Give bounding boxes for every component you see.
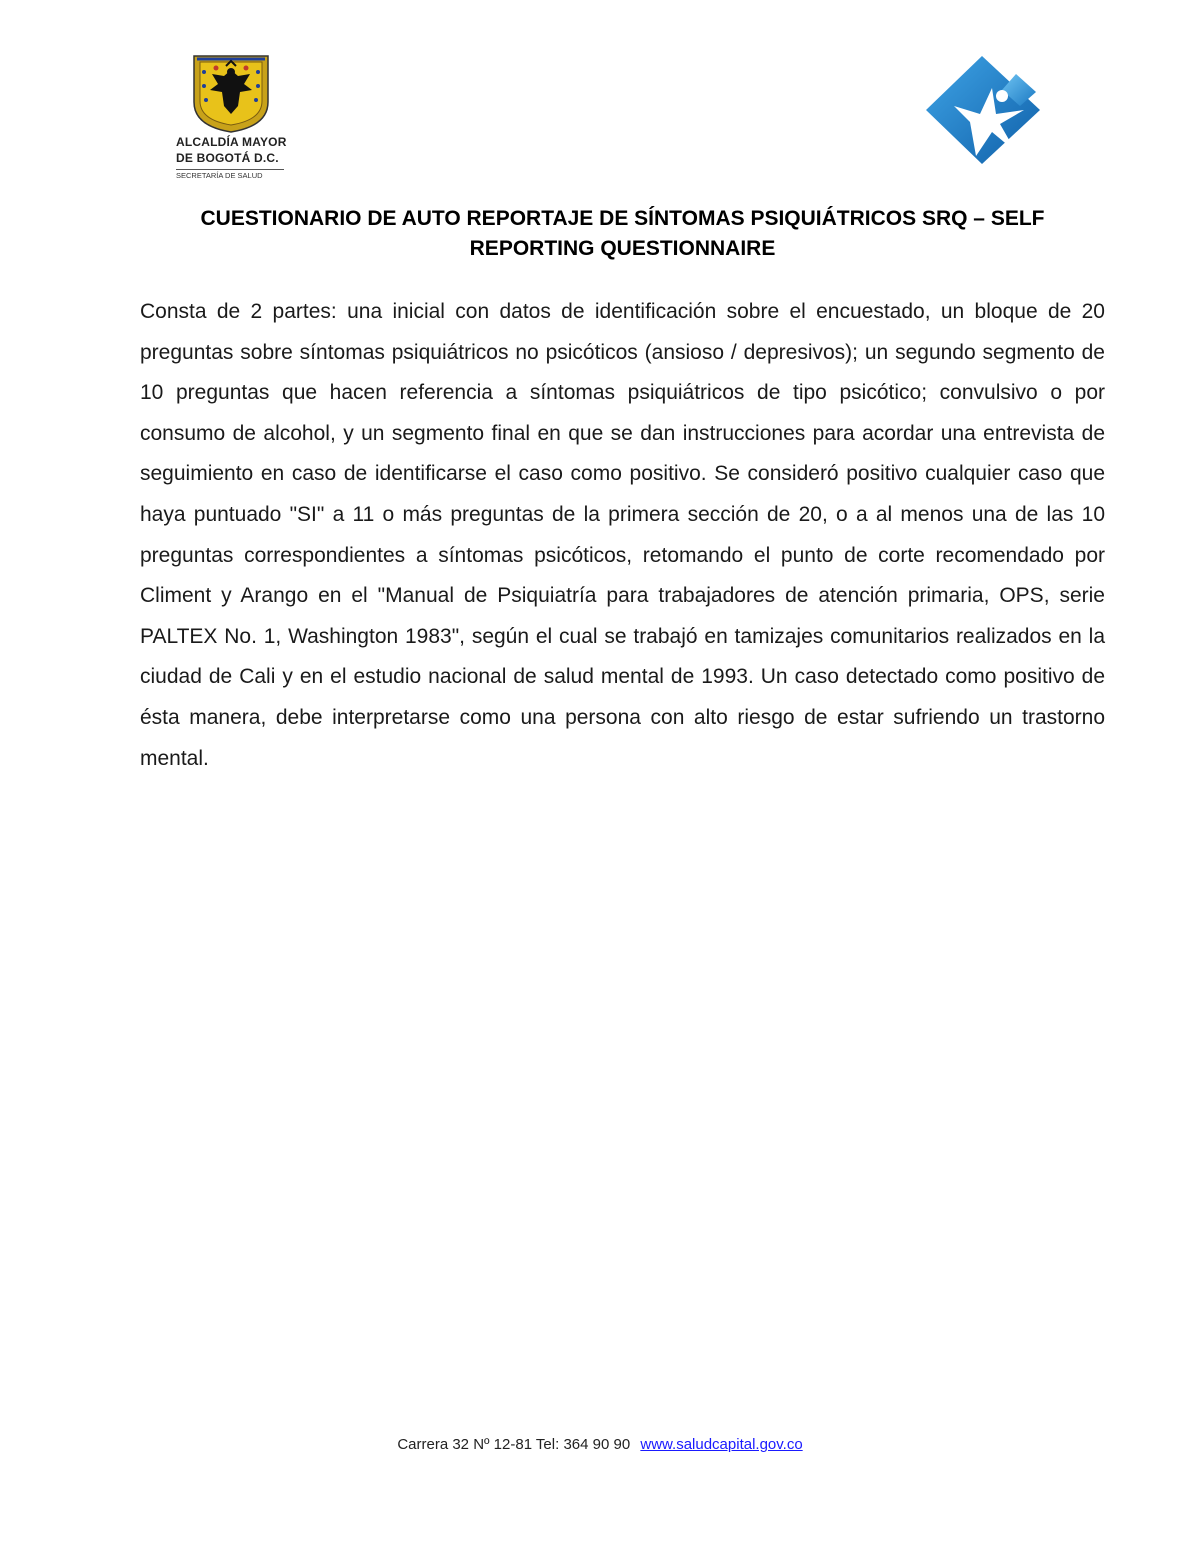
footer-website-link[interactable]: www.saludcapital.gov.co	[640, 1436, 803, 1453]
bogota-coat-of-arms-icon	[168, 52, 298, 134]
health-star-diamond-logo-icon	[920, 52, 1050, 178]
body-paragraph: Consta de 2 partes: una inicial con datos de identificación sobre el encuestado, un bloque de 20 preguntas sobre síntomas psiquiátricos no psicóticos (ansioso / depresivos); un segundo segmento de 10 preguntas que hacen referencia a síntomas psiquiátricos de tipo psicótico; convulsivo o por consumo de alcohol, y un segmento final en que se dan instrucciones para acordar una entrevista de seguimiento en caso de identificarse el caso como positivo. Se consideró positivo cualquier caso que haya puntuado "SI" a 11 o más preguntas de la primera sección de 20, o a al menos una de las 10 preguntas correspondientes a síntomas psicóticos, retomando el punto de corte recomendado por Climent y Arango en el "Manual de Psiquiatría para trabajadores de atención primaria, OPS, serie PALTEX No. 1, Washington 1983", según el cual se trabajó en tamizajes comunitarios realizados en la ciudad de Cali y en el estudio nacional de salud mental de 1993. Un caso detectado como positivo de ésta manera, debe interpretarse como una persona con alto riesgo de estar sufriendo un trastorno mental.	[140, 300, 1105, 770]
health-logo	[920, 52, 1050, 178]
footer-address: Carrera 32 Nº 12-81 Tel: 364 90 90	[397, 1436, 631, 1453]
org-subtitle: SECRETARÍA DE SALUD	[176, 169, 284, 180]
bogota-logo	[168, 52, 298, 184]
org-name-line1: ALCALDÍA MAYOR	[176, 135, 287, 149]
page-footer	[0, 1436, 1200, 1453]
document-title: CUESTIONARIO DE AUTO REPORTAJE DE SÍNTOMAS PSIQUIÁTRICOS SRQ – SELF REPORTING QUESTIONNAIRE	[200, 207, 1045, 260]
org-name-line2: DE BOGOTÁ D.C.	[176, 151, 279, 165]
